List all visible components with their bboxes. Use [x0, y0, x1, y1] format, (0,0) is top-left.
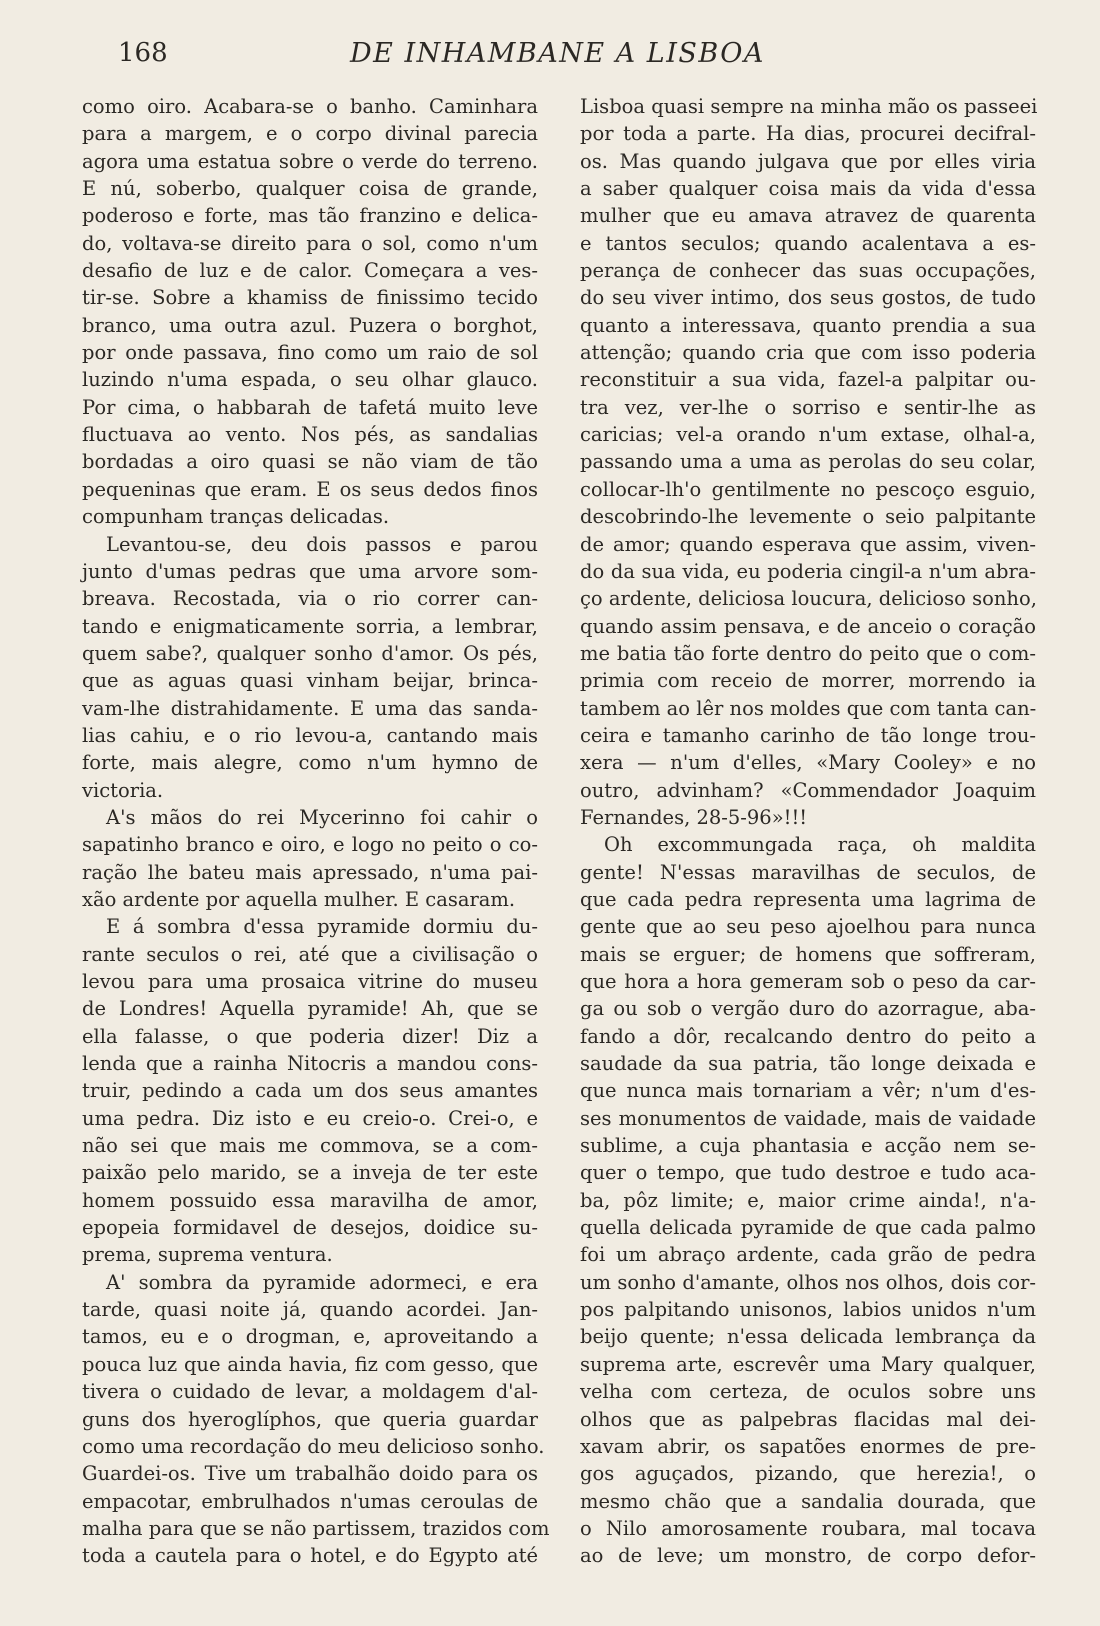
text-line: perança de conhecer das suas occupações, [580, 259, 1036, 283]
text-line: olhos que as palpebras flacidas mal dei- [580, 1407, 1036, 1431]
text-line: mesmo chão que a sandalia dourada, que [580, 1489, 1036, 1513]
text-line: ço ardente, deliciosa loucura, delicioso sonho, [580, 587, 1037, 611]
text-line: breava. Recostada, via o rio correr can- [82, 587, 538, 611]
text-line: saudade da sua patria, tão longe deixada e [580, 1052, 1036, 1076]
text-line: por toda a parte. Ha dias, procurei decifral- [580, 122, 1036, 146]
text-line: tamos, eu e o drogman, e, aproveitando a [82, 1325, 538, 1349]
text-line: que cada pedra representa uma lagrima de [580, 887, 1036, 911]
text-line: rante seculos o rei, até que a civilisação o [82, 942, 538, 966]
text-line: xão ardente por aquella mulher. E casaram. [82, 887, 516, 911]
text-line: sapatinho branco e oiro, e logo no peito o co- [82, 833, 538, 857]
text-line: tra vez, ver-lhe o sorriso e sentir-lhe as [580, 395, 1036, 419]
text-line: attenção; quando cria que com isso poderia [580, 341, 1036, 365]
text-line: ração lhe bateu mais apressado, n'uma pai- [82, 860, 538, 884]
text-line: para a margem, e o corpo divinal parecia [82, 122, 538, 146]
text-line: empacotar, embrulhados n'umas ceroulas de [82, 1489, 538, 1513]
text-line: o Nilo amorosamente roubara, mal tocava [580, 1516, 1036, 1540]
text-line: quando assim pensava, e de anceio o coração [580, 614, 1036, 638]
text-line: tarde, quasi noite já, quando acordei. Jan- [82, 1298, 538, 1322]
text-line: ceira e tamanho carinho de tão longe trou- [580, 723, 1036, 747]
text-line: que as aguas quasi vinham beijar, brinca- [82, 669, 538, 693]
text-line: caricias; vel-a orando n'um extase, olhal-a, [580, 423, 1036, 447]
text-line: Fernandes, 28-5-96»!!! [580, 805, 808, 829]
left-text-column [82, 93, 550, 1570]
text-line: descobrindo-lhe levemente o seio palpitante [580, 505, 1036, 529]
text-line: forte, mais alegre, como n'um hymno de [82, 751, 538, 775]
text-line: reconstituir a sua vida, fazel-a palpitar ou- [580, 368, 1036, 392]
text-line: levou para uma prosaica vitrine do museu [82, 970, 538, 993]
text-line: os. Mas quando julgava que por elles viria [580, 149, 1036, 173]
text-line: quanto a interessava, quanto prendia a sua [580, 313, 1036, 337]
text-line: sublime, a cuja phantasia e acção nem se- [580, 1134, 1036, 1158]
text-line: uma pedra. Diz isto e eu creio-o. Crei-o, e [82, 1106, 538, 1130]
text-line: truir, pedindo a cada um dos seus amantes [82, 1079, 538, 1103]
text-line: velha com certeza, de oculos sobre uns [580, 1380, 1036, 1404]
text-line: outro, advinham? «Commendador Joaquim [580, 778, 1036, 802]
text-line: primia com receio de morrer, morrendo ia [580, 669, 1036, 693]
text-line: agora uma estatua sobre o verde do terreno. [82, 149, 538, 173]
text-line: do seu viver intimo, dos seus gostos, de tudo [580, 286, 1036, 310]
text-line: Oh excommungada raça, oh maldita [604, 833, 1036, 857]
text-line: quem sabe?, qualquer sonho d'amor. Os pés, [82, 641, 538, 665]
text-line: como uma recordação do meu delicioso sonho. [82, 1434, 545, 1458]
text-line: não sei que mais me commova, se a com- [82, 1134, 538, 1158]
text-line: que hora a hora gemeram sob o peso da car- [580, 970, 1036, 993]
text-line: collocar-lh'o gentilmente no pescoço esguio, [580, 477, 1036, 501]
text-line: tivera o cuidado de levar, a moldagem d'al- [82, 1380, 538, 1404]
running-title: DE INHAMBANE A LISBOA [350, 38, 765, 69]
text-line: paixão pelo marido, se a inveja de ter este [82, 1161, 538, 1185]
text-line: como oiro. Acabara-se o banho. Caminhara [82, 95, 538, 118]
text-line: fluctuava ao vento. Nos pés, as sandalias [82, 423, 538, 447]
text-line: guns dos hyeroglíphos, que queria guardar [82, 1407, 538, 1431]
text-line: Guardei-os. Tive um trabalhão doido para os [82, 1462, 538, 1486]
page-header [0, 38, 1100, 78]
text-line: gente que ao seu peso ajoelhou para nunca [580, 915, 1036, 939]
text-line: ses monumentos de vaidade, mais de vaidade [580, 1106, 1036, 1130]
text-line: gente! N'essas maravilhas de seculos, de [580, 860, 1036, 884]
text-line: branco, uma outra azul. Puzera o borghot, [82, 313, 538, 337]
text-line: me batia tão forte dentro do peito que o com- [580, 641, 1036, 665]
text-line: tando e enigmaticamente sorria, a lembrar, [82, 614, 538, 638]
text-line: epopeia formidavel de desejos, doidice su- [82, 1216, 538, 1240]
text-line: quer o tempo, que tudo destroe e tudo aca- [580, 1161, 1036, 1185]
text-line: que nunca mais tornariam a vêr; n'um d'es- [580, 1079, 1036, 1103]
text-line: de Londres! Aquella pyramide! Ah, que se [82, 997, 538, 1021]
text-line: ao de leve; um monstro, de corpo defor- [580, 1544, 1036, 1568]
text-line: toda a cautela para o hotel, e do Egypto até [82, 1544, 538, 1568]
text-line: beijo quente; n'essa delicada lembrança da [580, 1325, 1036, 1349]
text-line: fando a dôr, recalcando dentro do peito a [580, 1024, 1036, 1048]
right-text-column [580, 93, 1036, 1570]
text-line: pouca luz que ainda havia, fiz com gesso, que [82, 1352, 538, 1376]
text-line: gos aguçados, pizando, que herezia!, o [580, 1462, 1036, 1486]
text-line: de amor; quando esperava que assim, viven- [580, 532, 1036, 556]
text-line: tambem ao lêr nos moldes que com tanta can- [580, 696, 1037, 720]
text-line: a saber qualquer coisa mais da vida d'essa [580, 177, 1036, 201]
text-line: mais se erguer; de homens que soffreram, [580, 942, 1036, 966]
text-line: A' sombra da pyramide adormeci, e era [106, 1270, 538, 1294]
text-line: lias cahiu, e o rio levou-a, cantando mais [82, 723, 538, 747]
text-line: tir-se. Sobre a khamiss de finissimo tecido [82, 286, 538, 310]
text-line: passando uma a uma as perolas do seu colar, [580, 450, 1036, 474]
text-line: malha para que se não partissem, trazidos com [82, 1516, 550, 1540]
text-line: A's mãos do rei Mycerinno foi cahir o [106, 805, 538, 829]
text-line: E nú, soberbo, qualquer coisa de grande, [82, 177, 538, 201]
text-line: um sonho d'amante, olhos nos olhos, dois cor- [580, 1270, 1036, 1294]
text-line: pos palpitando unisonos, labios unidos n'um [580, 1298, 1036, 1322]
text-line: Por cima, o habbarah de tafetá muito leve [82, 395, 538, 419]
text-line: homem possuido essa maravilha de amor, [82, 1188, 538, 1212]
text-line: quella delicada pyramide de que cada palmo [580, 1216, 1036, 1240]
text-line: mulher que eu amava atravez de quarenta [580, 204, 1036, 228]
page-number: 168 [118, 38, 168, 68]
text-line: lenda que a rainha Nitocris a mandou cons- [82, 1052, 538, 1076]
text-line: junto d'umas pedras que uma arvore som- [82, 559, 538, 583]
text-line: xavam abrir, os sapatões enormes de pre- [580, 1434, 1036, 1458]
text-line: luzindo n'uma espada, o seu olhar glauco. [82, 368, 538, 392]
text-line: do da sua vida, eu poderia cingil-a n'um abra- [580, 559, 1036, 583]
text-line: bordadas a oiro quasi se não viam de tão [82, 450, 538, 474]
text-line: ba, pôz limite; e, maior crime ainda!, n'a- [580, 1188, 1036, 1212]
text-line: foi um abraço ardente, cada grão de pedra [580, 1243, 1036, 1267]
text-line: e tantos seculos; quando acalentava a es- [580, 231, 1036, 255]
text-line: suprema arte, escrevêr uma Mary qualquer, [580, 1352, 1036, 1376]
text-line: xera — n'um d'elles, «Mary Cooley» e no [580, 751, 1036, 775]
text-line: Lisboa quasi sempre na minha mão os passeei [580, 95, 1038, 118]
text-line: victoria. [82, 778, 164, 802]
text-line: por onde passava, fino como um raio de sol [82, 341, 538, 365]
text-line: ga ou sob o vergão duro do azorrague, aba- [580, 997, 1036, 1021]
text-line: Levantou-se, deu dois passos e parou [106, 532, 538, 556]
text-line: poderoso e forte, mas tão franzino e delica- [82, 204, 538, 228]
text-line: E á sombra d'essa pyramide dormiu du- [106, 915, 538, 939]
text-line: compunham tranças delicadas. [82, 505, 390, 529]
text-line: do, voltava-se direito para o sol, como n'um [82, 231, 538, 255]
text-line: vam-lhe distrahidamente. E uma das sanda- [82, 696, 538, 720]
text-line: ella falasse, o que poderia dizer! Diz a [82, 1024, 538, 1048]
text-line: desafio de luz e de calor. Começara a ves- [82, 259, 538, 283]
text-line: pequeninas que eram. E os seus dedos finos [82, 477, 538, 501]
text-line: prema, suprema ventura. [82, 1243, 333, 1267]
